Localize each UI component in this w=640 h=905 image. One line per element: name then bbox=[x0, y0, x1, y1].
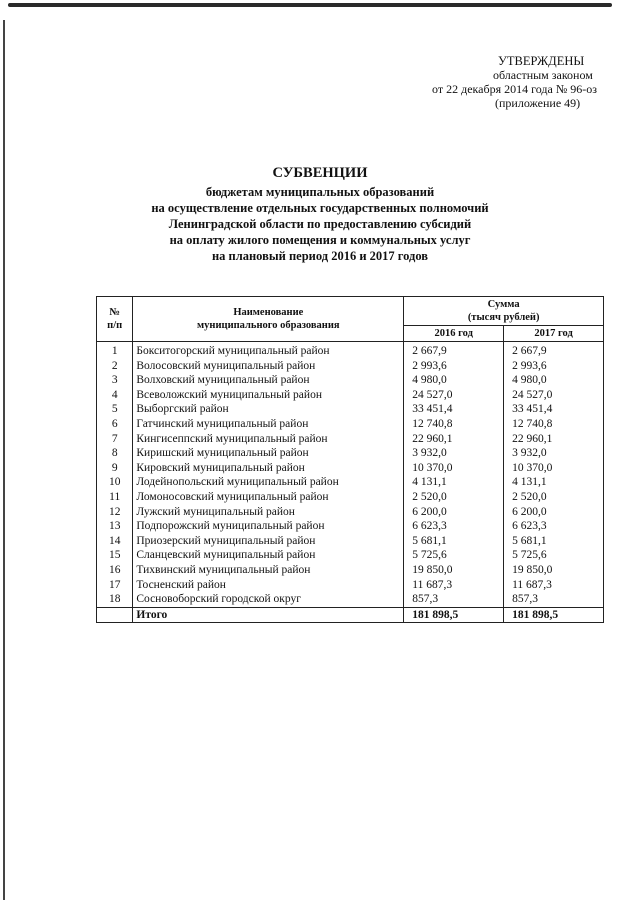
table-row bbox=[97, 417, 604, 432]
table-row bbox=[97, 490, 604, 505]
row-value-2016: 33 451,4 bbox=[404, 402, 504, 417]
table-row bbox=[97, 461, 604, 476]
row-number: 4 bbox=[97, 388, 133, 403]
table-row bbox=[97, 388, 604, 403]
row-municipality: Волосовский муниципальный район bbox=[133, 359, 404, 374]
row-value-2017: 19 850,0 bbox=[504, 563, 604, 578]
scan-top-edge bbox=[8, 3, 612, 7]
row-number: 1 bbox=[97, 342, 133, 359]
scan-left-edge bbox=[3, 20, 5, 900]
row-number: 11 bbox=[97, 490, 133, 505]
row-municipality: Лужский муниципальный район bbox=[133, 505, 404, 520]
row-value-2017: 24 527,0 bbox=[504, 388, 604, 403]
row-value-2016: 4 980,0 bbox=[404, 373, 504, 388]
row-value-2017: 22 960,1 bbox=[504, 432, 604, 447]
row-value-2016: 4 131,1 bbox=[404, 475, 504, 490]
row-value-2016: 24 527,0 bbox=[404, 388, 504, 403]
row-value-2017: 33 451,4 bbox=[504, 402, 604, 417]
table-row bbox=[97, 446, 604, 461]
row-value-2017: 6 200,0 bbox=[504, 505, 604, 520]
row-number: 10 bbox=[97, 475, 133, 490]
row-value-2016: 2 993,6 bbox=[404, 359, 504, 374]
table-row bbox=[97, 592, 604, 607]
row-value-2017: 4 980,0 bbox=[504, 373, 604, 388]
row-municipality: Тихвинский муниципальный район bbox=[133, 563, 404, 578]
row-number: 15 bbox=[97, 548, 133, 563]
row-value-2017: 10 370,0 bbox=[504, 461, 604, 476]
total-value-2016: 181 898,5 bbox=[404, 607, 504, 623]
approval-law: областным законом bbox=[493, 68, 593, 82]
row-value-2016: 6 623,3 bbox=[404, 519, 504, 534]
row-number: 12 bbox=[97, 505, 133, 520]
table-row bbox=[97, 534, 604, 549]
subventions-table bbox=[96, 296, 604, 623]
row-number: 14 bbox=[97, 534, 133, 549]
table-row bbox=[97, 402, 604, 417]
row-number: 7 bbox=[97, 432, 133, 447]
heading-line: Ленинградской области по предоставлению субсидий bbox=[168, 217, 472, 231]
row-value-2017: 4 131,1 bbox=[504, 475, 604, 490]
row-value-2017: 2 520,0 bbox=[504, 490, 604, 505]
row-number: 5 bbox=[97, 402, 133, 417]
row-value-2016: 11 687,3 bbox=[404, 578, 504, 593]
row-municipality: Кировский муниципальный район bbox=[133, 461, 404, 476]
row-value-2017: 11 687,3 bbox=[504, 578, 604, 593]
table-row bbox=[97, 578, 604, 593]
document-heading bbox=[90, 165, 550, 264]
table-row bbox=[97, 359, 604, 374]
table-row bbox=[97, 432, 604, 447]
row-municipality: Сланцевский муниципальный район bbox=[133, 548, 404, 563]
row-value-2017: 2 667,9 bbox=[504, 342, 604, 359]
table-row bbox=[97, 475, 604, 490]
row-value-2017: 3 932,0 bbox=[504, 446, 604, 461]
total-label: Итого bbox=[133, 607, 404, 623]
row-municipality: Приозерский муниципальный район bbox=[133, 534, 404, 549]
row-municipality: Тосненский район bbox=[133, 578, 404, 593]
approval-block bbox=[420, 54, 620, 110]
row-value-2016: 5 681,1 bbox=[404, 534, 504, 549]
row-value-2016: 2 667,9 bbox=[404, 342, 504, 359]
row-value-2016: 857,3 bbox=[404, 592, 504, 607]
approval-date: от 22 декабря 2014 года № 96-оз bbox=[432, 82, 598, 96]
row-value-2016: 19 850,0 bbox=[404, 563, 504, 578]
row-value-2016: 12 740,8 bbox=[404, 417, 504, 432]
approval-appendix: (приложение 49) bbox=[495, 96, 581, 110]
row-municipality: Бокситогорский муниципальный район bbox=[133, 342, 404, 359]
total-value-2017: 181 898,5 bbox=[504, 607, 604, 623]
row-municipality: Подпорожский муниципальный район bbox=[133, 519, 404, 534]
row-number: 8 bbox=[97, 446, 133, 461]
row-municipality: Ломоносовский муниципальный район bbox=[133, 490, 404, 505]
row-municipality: Сосновоборский городской округ bbox=[133, 592, 404, 607]
heading-line: на осуществление отдельных государственных полномочий bbox=[151, 201, 489, 215]
heading-line: бюджетам муниципальных образований bbox=[205, 185, 435, 199]
total-row bbox=[97, 607, 604, 623]
document-title: СУБВЕНЦИИ bbox=[272, 165, 368, 181]
table-row bbox=[97, 563, 604, 578]
row-value-2017: 2 993,6 bbox=[504, 359, 604, 374]
row-number: 13 bbox=[97, 519, 133, 534]
row-municipality: Киришский муниципальный район bbox=[133, 446, 404, 461]
row-number: 16 bbox=[97, 563, 133, 578]
heading-line: на оплату жилого помещения и коммунальных услуг bbox=[169, 233, 471, 247]
row-value-2017: 5 725,6 bbox=[504, 548, 604, 563]
row-municipality: Всеволожский муниципальный район bbox=[133, 388, 404, 403]
row-value-2016: 3 932,0 bbox=[404, 446, 504, 461]
row-value-2016: 6 200,0 bbox=[404, 505, 504, 520]
table-row bbox=[97, 519, 604, 534]
row-value-2017: 857,3 bbox=[504, 592, 604, 607]
row-value-2017: 12 740,8 bbox=[504, 417, 604, 432]
row-value-2016: 10 370,0 bbox=[404, 461, 504, 476]
total-number-cell bbox=[97, 607, 133, 623]
row-number: 3 bbox=[97, 373, 133, 388]
col-header-number: № п/п bbox=[97, 297, 133, 342]
col-header-sum: Сумма (тысяч рублей) bbox=[404, 297, 604, 326]
heading-line: на плановый период 2016 и 2017 годов bbox=[211, 249, 429, 263]
row-municipality: Кингисеппский муниципальный район bbox=[133, 432, 404, 447]
row-number: 9 bbox=[97, 461, 133, 476]
col-header-2016: 2016 год bbox=[404, 326, 504, 342]
table-row bbox=[97, 342, 604, 359]
row-municipality: Лодейнопольский муниципальный район bbox=[133, 475, 404, 490]
approval-title: УТВЕРЖДЕНЫ bbox=[498, 54, 585, 68]
table-row bbox=[97, 548, 604, 563]
row-municipality: Гатчинский муниципальный район bbox=[133, 417, 404, 432]
row-value-2017: 5 681,1 bbox=[504, 534, 604, 549]
col-header-name: Наименование муниципального образования bbox=[133, 297, 404, 342]
row-municipality: Волховский муниципальный район bbox=[133, 373, 404, 388]
row-value-2016: 2 520,0 bbox=[404, 490, 504, 505]
row-value-2016: 5 725,6 bbox=[404, 548, 504, 563]
row-number: 17 bbox=[97, 578, 133, 593]
row-number: 18 bbox=[97, 592, 133, 607]
row-number: 2 bbox=[97, 359, 133, 374]
col-header-2017: 2017 год bbox=[504, 326, 604, 342]
row-value-2017: 6 623,3 bbox=[504, 519, 604, 534]
table-row bbox=[97, 373, 604, 388]
row-municipality: Выборгский район bbox=[133, 402, 404, 417]
table-row bbox=[97, 505, 604, 520]
row-number: 6 bbox=[97, 417, 133, 432]
row-value-2016: 22 960,1 bbox=[404, 432, 504, 447]
